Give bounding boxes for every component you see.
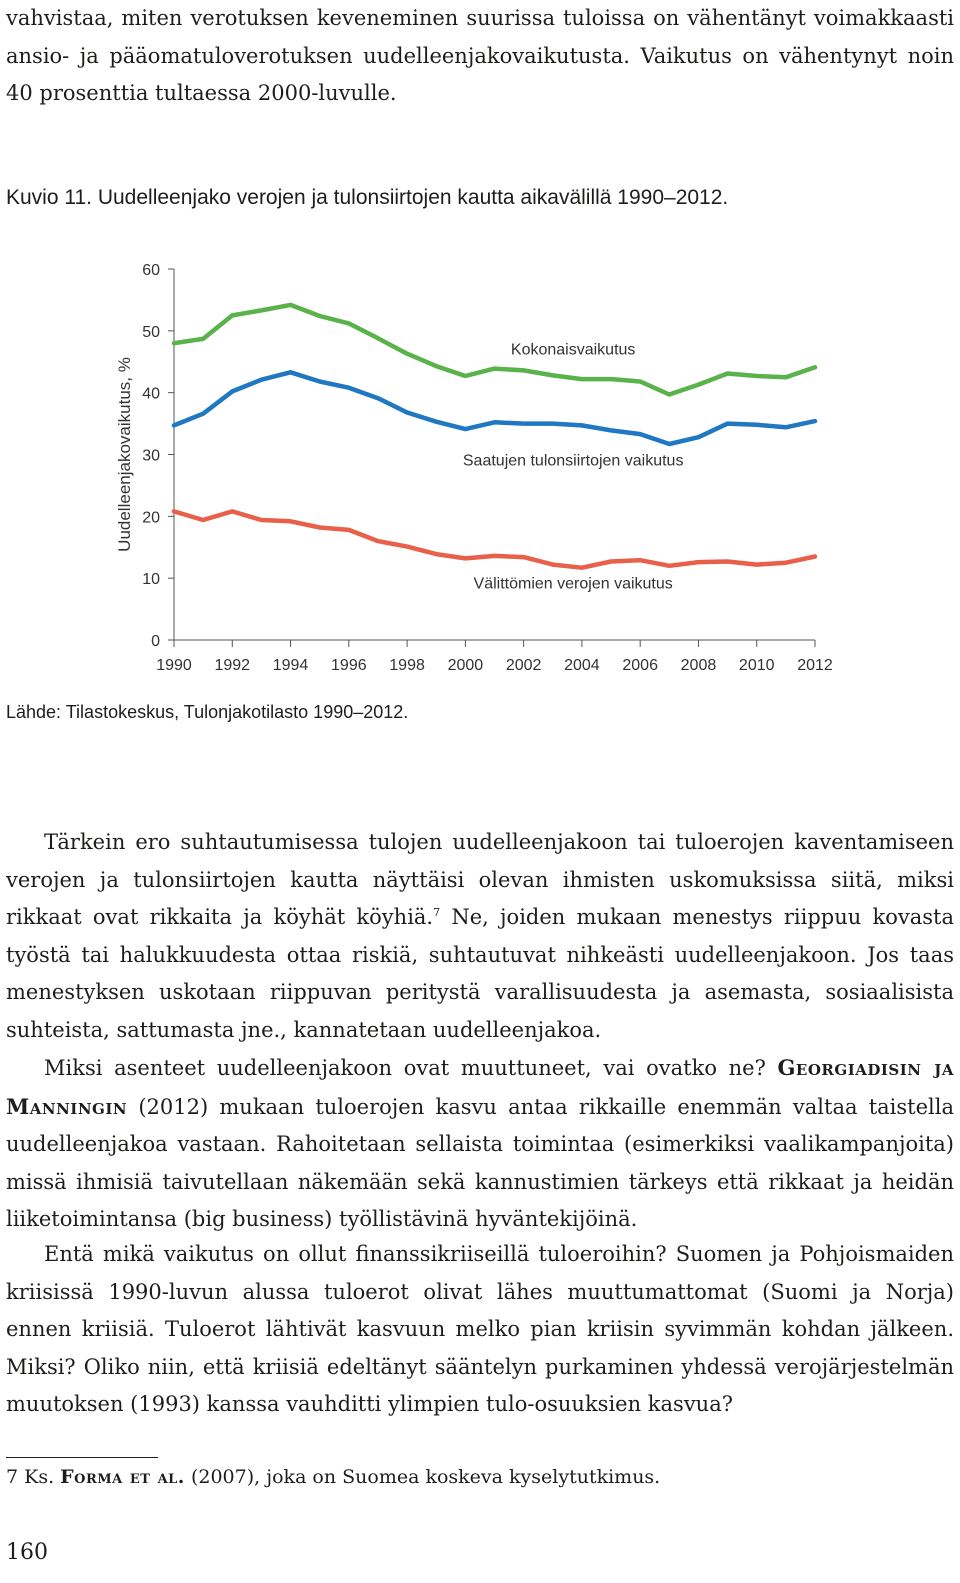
- footnote-divider: [6, 1457, 158, 1458]
- x-tick-label: 2008: [680, 657, 717, 674]
- x-tick-label: 1992: [214, 657, 251, 674]
- footnote-author: Forma et al.: [60, 1466, 185, 1488]
- x-tick-label: 2012: [797, 657, 833, 674]
- chart-lines: [174, 305, 815, 568]
- series-label: Kokonaisvaikutus: [510, 341, 636, 359]
- line-chart: [0, 240, 960, 710]
- footnote-text: (2007), joka on Suomea koskeva kyselytutkimus.: [184, 1466, 661, 1488]
- figure-source: Lähde: Tilastokeskus, Tulonjakotilasto 1990–2012.: [6, 702, 409, 722]
- y-tick-label: 30: [142, 447, 160, 465]
- footnote-prefix: Ks.: [24, 1466, 61, 1488]
- x-tick-label: 2004: [564, 657, 600, 674]
- footnote: [6, 1466, 660, 1488]
- x-tick-label: 1990: [156, 657, 192, 674]
- y-tick-label: 10: [142, 571, 160, 589]
- y-axis-label: Uudelleenjakovaikutus, %: [115, 357, 134, 552]
- x-tick-label: 2000: [447, 657, 484, 674]
- y-tick-label: 50: [142, 323, 160, 341]
- series-line: [174, 511, 815, 567]
- x-tick-label: 2002: [505, 657, 542, 674]
- x-tick-label: 1994: [272, 657, 309, 674]
- footnote-ref: 7: [433, 906, 441, 919]
- series-label: Välittömien verojen vaikutus: [473, 575, 673, 593]
- figure-caption: Kuvio 11. Uudelleenjako verojen ja tulonsiirtojen kautta aikavälillä 1990–2012.: [6, 186, 729, 209]
- paragraph-1-text-a: Tärkein ero suhtautumisessa tulojen uudelleenjakoon tai tuloerojen kaventamiseen verojen ja tulonsiirtojen kautta näyttäisi olevan ihmisten uskomuksissa siitä, miksi rikkaat ovat rikkaita ja köyhät köyhiä.: [6, 830, 954, 929]
- series-line: [174, 372, 815, 444]
- x-tick-label: 2006: [622, 657, 658, 674]
- series-label: Saatujen tulonsiirtojen vaikutus: [462, 452, 684, 470]
- body-paragraph-1: [6, 824, 954, 1049]
- y-tick-label: 60: [142, 262, 160, 279]
- paragraph-1-text-b: Ne, joiden mukaan menestys riippuu kovasta työstä tai halukkuudesta ottaa riskiä, suhtautuvat nihkeästi uudelleenjakoon. Jos taas menestyksen uskotaan riippuvan peritystä varallisuudesta ja asemasta, sosiaalisista suhteista, sattumasta jne., kannatetaan uudelleenjakoa.: [6, 905, 954, 1042]
- author-reference: Georgiadisin ja Manningin: [6, 1055, 954, 1119]
- body-paragraph-3: Entä mikä vaikutus on ollut finanssikriiseillä tuloeroihin? Suomen ja Pohjoismaiden kriisissä 1990-luvun alussa tuloerot olivat lähes muuttumattomat (Suomi ja Norja) ennen kriisiä. Tuloerot lähtivät kasvuun melko pian kriisin syvimmän kohdan jälkeen. Miksi? Oliko niin, että kriisiä edeltänyt sääntelyn purkaminen yhdessä verojärjestelmän muutoksen (1993) kanssa vauhditti ylimpien tulo-osuuksien kasvua?: [6, 1242, 954, 1416]
- x-tick-label: 1996: [331, 657, 367, 674]
- page-number: 160: [6, 1540, 48, 1565]
- series-line: [174, 305, 815, 395]
- x-tick-label: 1998: [389, 657, 425, 674]
- body-paragraph-2: [6, 1049, 954, 1239]
- y-tick-label: 40: [142, 385, 160, 403]
- y-tick-label: 0: [151, 633, 160, 650]
- top-paragraph: vahvistaa, miten verotuksen keveneminen suurissa tuloissa on vähentänyt voimakkaasti ansio- ja pääomatuloverotuksen uudelleenjakovaikutusta. Vaikutus on vähentynyt noin 40 prosenttia tultaessa 2000-luvulle.: [6, 6, 954, 105]
- y-tick-label: 20: [142, 509, 160, 527]
- x-tick-label: 2010: [738, 657, 775, 674]
- paragraph-2-text-a: Miksi asenteet uudelleenjakoon ovat muuttuneet, vai ovatko ne?: [44, 1056, 778, 1080]
- paragraph-2-text-b: (2012) mukaan tuloerojen kasvu antaa rikkaille enemmän valtaa taistella uudelleenjakoa vastaan. Rahoitetaan sellaista toimintaa (esimerkiksi vaalikampanjoita) missä ihmisiä taivutellaan näkemään sekä kannustimien tärkeys että rikkaat ja heidän liiketoimintansa (big business) työllistävinä hyväntekijöinä.: [6, 1094, 954, 1231]
- footnote-number: 7: [6, 1466, 19, 1488]
